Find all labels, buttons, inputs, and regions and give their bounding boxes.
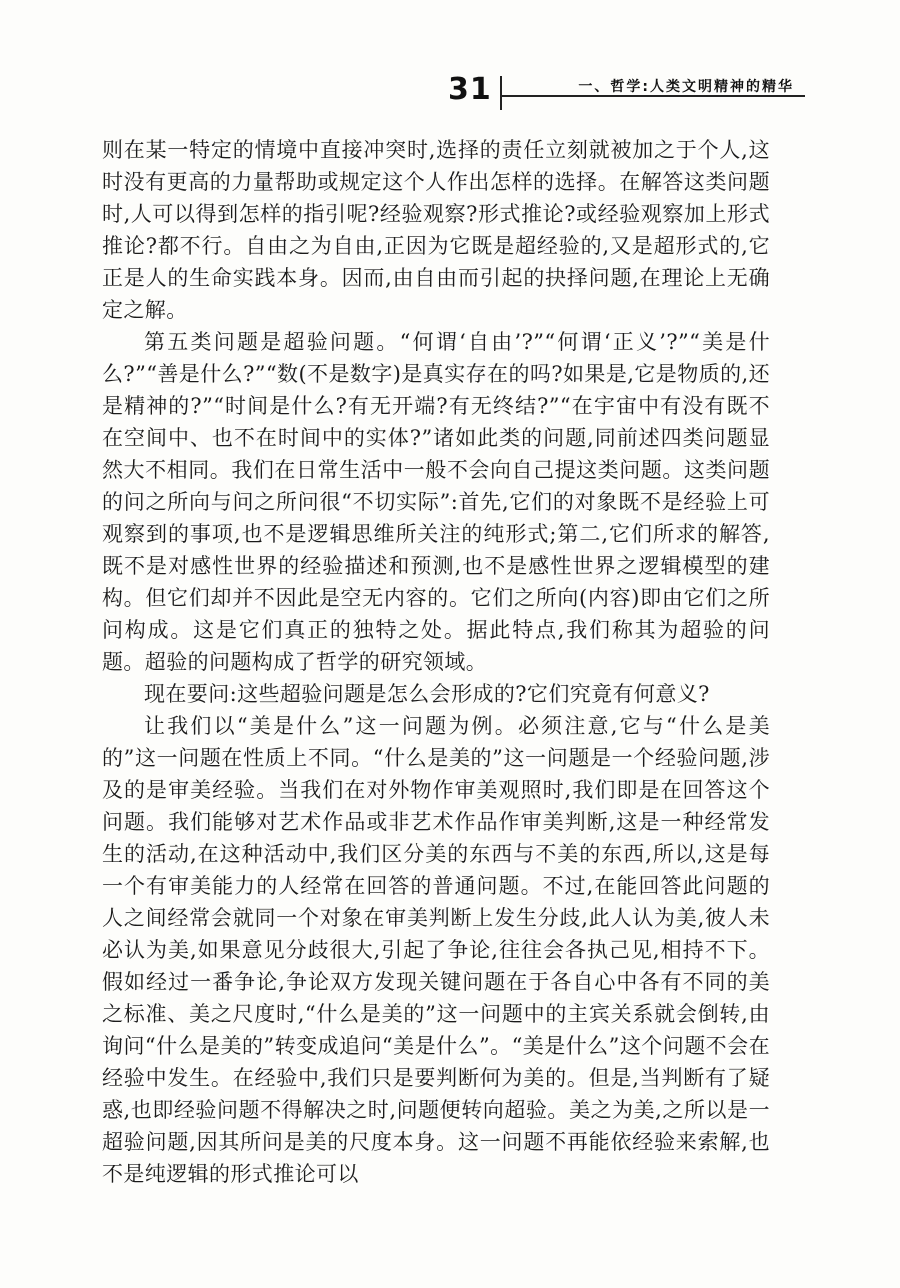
paragraph: 现在要问:这些超验问题是怎么会形成的?它们究竟有何意义? [144, 682, 710, 706]
header-vertical-rule [500, 76, 502, 110]
paragraph-continuation: 则在某一特定的情境中直接冲突时,选择的责任立刻就被加之于个人,这时没有更高的力量帮助或规定这个人作出怎样的选择。在解答这类问题时,人可以得到怎样的指引呢?经验观察?形式推论?或经验观察加上形式推论?都不行。自由之为自由,正因为它既是超经验的,又是超形式的,它正是人的生命实践本身。因而,由自由而引起的抉择问题,在理论上无确定之解。 [102, 138, 770, 322]
running-title: 一、哲学:人类文明精神的精华 [578, 79, 794, 95]
paragraph: 第五类问题是超验问题。“何谓‘自由’?”“何谓‘正义’?”“美是什么?”“善是什么?”“数(不是数字)是真实存在的吗?如果是,它是物质的,还是精神的?”“时间是什么?有无开端?有无终结?”“在宇宙中有没有既不在空间中、也不在时间中的实体?”诸如此类的问题,同前述四类问题显然大不相同。我们在日常生活中一般不会向自己提这类问题。这类问题的问之所向与问之所问很“不切实际”:首先,它们的对象既不是经验上可观察到的事项,也不是逻辑思维所关注的纯形式;第二,它们所求的解答,既不是对感性世界的经验描述和预测,也不是感性世界之逻辑模型的建构。但它们却并不因此是空无内容的。它们之所向(内容)即由它们之所问构成。这是它们真正的独特之处。据此特点,我们称其为超验的问题。超验的问题构成了哲学的研究领域。 [102, 330, 770, 674]
body-text [102, 134, 770, 1190]
page-header [448, 72, 808, 112]
page-number: 31 [448, 72, 492, 107]
paragraph: 让我们以“美是什么”这一问题为例。必须注意,它与“什么是美的”这一问题在性质上不同。“什么是美的”这一问题是一个经验问题,涉及的是审美经验。当我们在对外物作审美观照时,我们即是在回答这个问题。我们能够对艺术作品或非艺术作品作审美判断,这是一种经常发生的活动,在这种活动中,我们区分美的东西与不美的东西,所以,这是每一个有审美能力的人经常在回答的普通问题。不过,在能回答此问题的人之间经常会就同一个对象在审美判断上发生分歧,此人认为美,彼人未必认为美,如果意见分歧很大,引起了争论,往往会各执己见,相持不下。假如经过一番争论,争论双方发现关键问题在于各自心中各有不同的美之标准、美之尺度时,“什么是美的”这一问题中的主宾关系就会倒转,由询问“什么是美的”转变成追问“美是什么”。“美是什么”这个问题不会在经验中发生。在经验中,我们只是要判断何为美的。但是,当判断有了疑惑,也即经验问题不得解决之时,问题便转向超验。美之为美,之所以是一超验问题,因其所问是美的尺度本身。这一问题不再能依经验来索解,也不是纯逻辑的形式推论可以 [102, 714, 770, 1186]
